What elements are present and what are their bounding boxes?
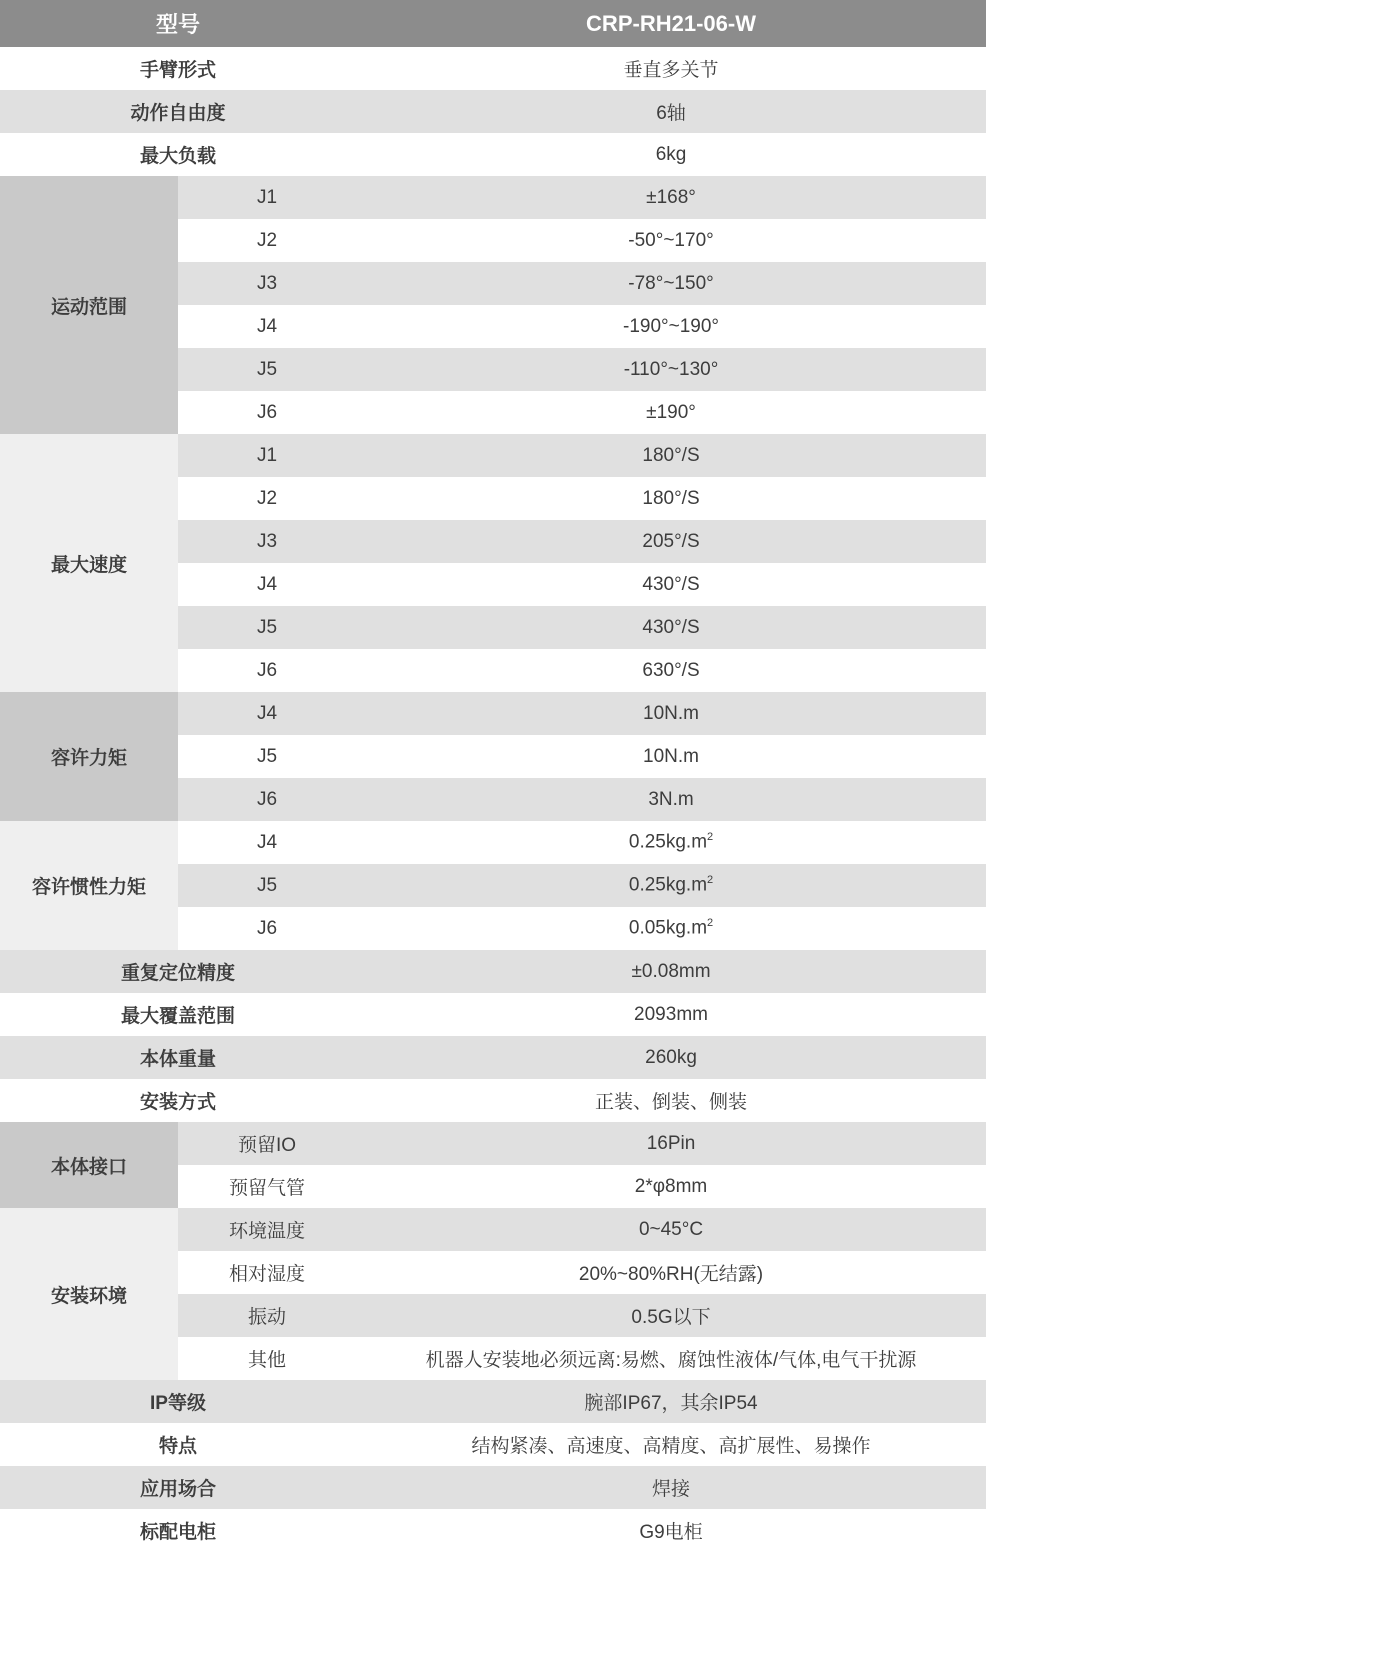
- table-row: [0, 735, 1340, 778]
- sub-label-ambient-temperature: 环境温度: [229, 1221, 306, 1242]
- table-header-row: [0, 0, 1340, 47]
- row-pad: [986, 391, 1340, 434]
- row-label-features: 特点: [159, 1436, 198, 1457]
- sub-label-motion-j2: J2: [256, 229, 278, 251]
- row-pad: [986, 1079, 1340, 1122]
- table-row: [0, 1165, 1340, 1208]
- sub-label-relative-humidity: 相对湿度: [229, 1264, 306, 1285]
- row-value-other: 机器人安装地必须远离:易燃、腐蚀性液体/气体,电气干扰源: [425, 1350, 917, 1371]
- row-value-torque-j6: 3N.m: [648, 788, 694, 810]
- row-value-cabinet: G9电柜: [639, 1522, 703, 1543]
- sub-label-speed-j1: J1: [256, 444, 278, 466]
- sub-label-reserved-io: 预留IO: [237, 1135, 297, 1156]
- row-value-max-reach: 2093mm: [634, 1003, 708, 1025]
- table-row: [0, 1380, 1340, 1423]
- row-pad: [986, 735, 1340, 778]
- row-value-motion-j5: -110°~130°: [623, 358, 719, 380]
- row-pad: [986, 950, 1340, 993]
- header-model-value: CRP-RH21-06-W: [356, 0, 986, 47]
- sub-label-torque-j4: J4: [256, 702, 278, 724]
- group-label-environment: 安装环境: [0, 1208, 178, 1380]
- row-value-arm-type: 垂直多关节: [623, 60, 719, 81]
- row-label-arm-type: 手臂形式: [140, 60, 217, 81]
- row-label-repeatability: 重复定位精度: [121, 963, 236, 984]
- table-row: [0, 90, 1340, 133]
- row-value-application: 焊接: [652, 1479, 691, 1500]
- table-row: [0, 1466, 1340, 1509]
- row-pad: [986, 1466, 1340, 1509]
- row-pad: [986, 90, 1340, 133]
- sub-label-motion-j4: J4: [256, 315, 278, 337]
- inertia-j4-text: 0.25kg.m: [628, 831, 708, 853]
- table-row: [0, 1036, 1340, 1079]
- table-row: [0, 1509, 1340, 1552]
- sub-label-speed-j4: J4: [256, 573, 278, 595]
- row-pad: [986, 1251, 1340, 1294]
- group-label-max-speed: 最大速度: [0, 434, 178, 692]
- row-value-torque-j4: 10N.m: [643, 702, 699, 724]
- inertia-j6-text: 0.05kg.m: [628, 917, 708, 939]
- row-pad: [986, 649, 1340, 692]
- group-label-body-interface: 本体接口: [0, 1122, 178, 1208]
- table-row: [0, 864, 1340, 907]
- sub-label-reserved-air-tube: 预留气管: [229, 1178, 306, 1199]
- row-label-cabinet: 标配电柜: [140, 1522, 217, 1543]
- row-value-reserved-io: 16Pin: [646, 1132, 696, 1154]
- inertia-j4-sup: 2: [707, 831, 714, 844]
- row-value-ip-rating: 腕部IP67，其余IP54: [584, 1393, 758, 1414]
- row-value-inertia-j4: [356, 821, 986, 864]
- row-value-speed-j1: 180°/S: [642, 444, 700, 466]
- row-value-motion-j1: ±168°: [646, 186, 696, 208]
- table-row: [0, 133, 1340, 176]
- row-pad: [986, 692, 1340, 735]
- row-pad: [986, 1036, 1340, 1079]
- row-value-speed-j3: 205°/S: [642, 530, 700, 552]
- group-label-motion-range: 运动范围: [0, 176, 178, 434]
- row-value-inertia-j6: [356, 907, 986, 950]
- row-pad: [986, 1208, 1340, 1251]
- table-row: [0, 1294, 1340, 1337]
- sub-label-motion-j6: J6: [256, 401, 278, 423]
- row-pad: [986, 1509, 1340, 1552]
- row-value-repeatability: ±0.08mm: [631, 960, 711, 982]
- sub-label-speed-j6: J6: [256, 659, 278, 681]
- row-label-application: 应用场合: [140, 1479, 217, 1500]
- row-pad: [986, 520, 1340, 563]
- row-label-max-reach: 最大覆盖范围: [121, 1006, 236, 1027]
- table-row: [0, 821, 1340, 864]
- table-row: [0, 563, 1340, 606]
- table-row: [0, 477, 1340, 520]
- row-label-weight: 本体重量: [140, 1049, 217, 1070]
- row-value-speed-j2: 180°/S: [642, 487, 700, 509]
- table-row: [0, 1337, 1340, 1380]
- table-row: [0, 1251, 1340, 1294]
- row-value-dof: 6轴: [656, 103, 686, 124]
- row-value-inertia-j5: [356, 864, 986, 907]
- inertia-j5-text: 0.25kg.m: [628, 874, 708, 896]
- row-value-speed-j6: 630°/S: [642, 659, 700, 681]
- sub-label-torque-j5: J5: [256, 745, 278, 767]
- table-row: [0, 1122, 1340, 1165]
- row-label-mounting: 安装方式: [140, 1092, 217, 1113]
- table-row: [0, 47, 1340, 90]
- inertia-j5-sup: 2: [707, 874, 714, 887]
- table-row: [0, 262, 1340, 305]
- row-value-speed-j4: 430°/S: [642, 573, 700, 595]
- group-label-allowable-inertia: 容许惯性力矩: [0, 821, 178, 950]
- row-pad: [986, 262, 1340, 305]
- row-pad: [986, 993, 1340, 1036]
- row-value-weight: 260kg: [645, 1046, 697, 1068]
- sub-label-inertia-j5: J5: [256, 874, 278, 896]
- row-value-reserved-air-tube: 2*φ8mm: [634, 1175, 708, 1197]
- row-pad: [986, 907, 1340, 950]
- sub-label-motion-j3: J3: [256, 272, 278, 294]
- table-row: [0, 219, 1340, 262]
- header-pad: [986, 0, 1340, 47]
- row-pad: [986, 434, 1340, 477]
- row-pad: [986, 864, 1340, 907]
- sub-label-inertia-j6: J6: [256, 917, 278, 939]
- header-model-label: 型号: [0, 0, 356, 47]
- row-pad: [986, 1165, 1340, 1208]
- row-label-dof: 动作自由度: [130, 103, 226, 124]
- row-pad: [986, 477, 1340, 520]
- table-row: [0, 391, 1340, 434]
- table-row: [0, 778, 1340, 821]
- sub-label-speed-j5: J5: [256, 616, 278, 638]
- table-row: [0, 993, 1340, 1036]
- row-value-motion-j6: ±190°: [646, 401, 696, 423]
- sub-label-torque-j6: J6: [256, 788, 278, 810]
- row-pad: [986, 606, 1340, 649]
- row-pad: [986, 1294, 1340, 1337]
- sub-label-motion-j5: J5: [256, 358, 278, 380]
- table-row: [0, 907, 1340, 950]
- sub-label-other: 其他: [248, 1350, 287, 1371]
- sub-label-speed-j2: J2: [256, 487, 278, 509]
- row-pad: [986, 1122, 1340, 1165]
- row-pad: [986, 219, 1340, 262]
- row-pad: [986, 348, 1340, 391]
- table-row: [0, 950, 1340, 993]
- sub-label-vibration: 振动: [248, 1307, 287, 1328]
- row-value-mounting: 正装、倒装、侧装: [595, 1092, 748, 1113]
- row-pad: [986, 778, 1340, 821]
- table-row: [0, 520, 1340, 563]
- row-value-relative-humidity: 20%~80%RH(无结露): [578, 1264, 764, 1285]
- row-label-payload: 最大负载: [140, 146, 217, 167]
- table-row: [0, 434, 1340, 477]
- row-pad: [986, 1380, 1340, 1423]
- row-value-motion-j4: -190°~190°: [623, 315, 720, 337]
- row-pad: [986, 47, 1340, 90]
- row-value-motion-j3: -78°~150°: [628, 272, 714, 294]
- row-value-payload: 6kg: [655, 143, 687, 165]
- group-label-allowable-torque: 容许力矩: [0, 692, 178, 821]
- row-value-motion-j2: -50°~170°: [628, 229, 714, 251]
- row-value-speed-j5: 430°/S: [642, 616, 700, 638]
- sub-label-motion-j1: J1: [256, 186, 278, 208]
- row-pad: [986, 305, 1340, 348]
- row-value-features: 结构紧凑、高速度、高精度、高扩展性、易操作: [471, 1436, 871, 1457]
- row-label-ip-rating: IP等级: [150, 1393, 206, 1414]
- row-pad: [986, 1423, 1340, 1466]
- table-row: [0, 1423, 1340, 1466]
- row-value-ambient-temperature: 0~45°C: [638, 1218, 704, 1240]
- row-pad: [986, 821, 1340, 864]
- table-row: [0, 606, 1340, 649]
- table-row: [0, 649, 1340, 692]
- table-row: [0, 176, 1340, 219]
- row-pad: [986, 133, 1340, 176]
- table-row: [0, 305, 1340, 348]
- row-value-torque-j5: 10N.m: [643, 745, 699, 767]
- row-value-vibration: 0.5G以下: [631, 1307, 711, 1328]
- sub-label-inertia-j4: J4: [256, 831, 278, 853]
- table-row: [0, 348, 1340, 391]
- row-pad: [986, 176, 1340, 219]
- table-row: [0, 1208, 1340, 1251]
- row-pad: [986, 1337, 1340, 1380]
- table-row: [0, 692, 1340, 735]
- row-pad: [986, 563, 1340, 606]
- inertia-j6-sup: 2: [707, 917, 714, 930]
- table-row: [0, 1079, 1340, 1122]
- sub-label-speed-j3: J3: [256, 530, 278, 552]
